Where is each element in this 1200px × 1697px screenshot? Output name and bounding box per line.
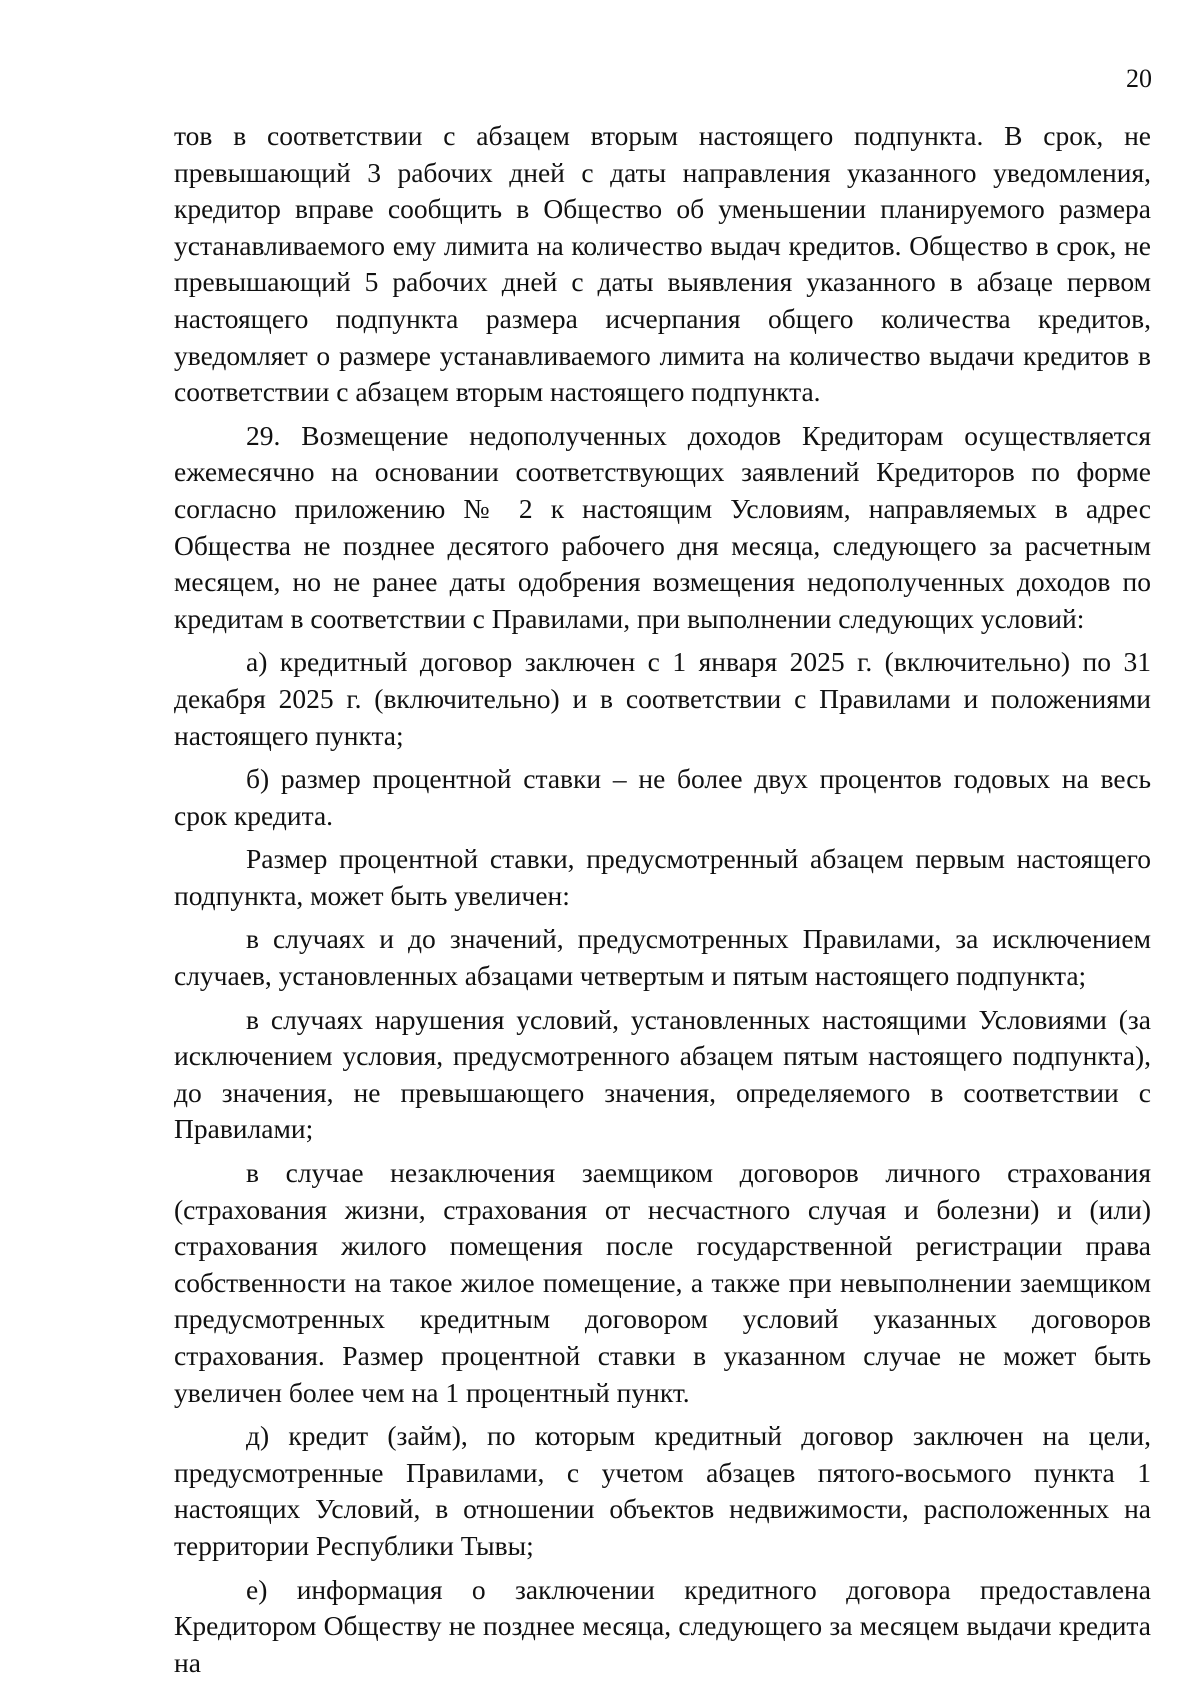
paragraph-case-insurance: в случае незаключения заемщиком договоров личного страхования (страхования жизни, страхования от несчастного случая и болезни) и (или) страхования жилого помещения после государственной регистрации права собственности на такое жилое помещение, а также при невыполнении заемщиком предусмотренных кредитным договором условий указанных договоров страхования. Размер процентной ставки в указанном случае не может быть увеличен более чем на 1 процентный пункт.: [174, 1157, 1151, 1408]
paragraph-case-rules: в случаях и до значений, предусмотренных Правилами, за исключением случаев, установленных абзацами четвертым и пятым настоящего подпункта;: [174, 923, 1151, 992]
paragraph-subitem-a: а) кредитный договор заключен с 1 января 2025 г. (включительно) по 31 декабря 2025 г. (включительно) и в соответствии с Правилами и положениями настоящего пункта;: [174, 646, 1151, 751]
document-body: [174, 118, 1151, 1681]
paragraph-item-29: 29. Возмещение недополученных доходов Кредиторам осуществляется ежемесячно на основании соответствующих заявлений Кредиторов по форме согласно приложению № 2 к настоящим Условиям, направляемых в адрес Общества не позднее десятого рабочего дня месяца, следующего за расчетным месяцем, но не ранее даты одобрения возмещения недополученных доходов по кредитам в соответствии с Правилами, при выполнении следующих условий:: [174, 419, 1151, 634]
paragraph-continuation: тов в соответствии с абзацем вторым настоящего подпункта. В срок, не превышающий 3 рабочих дней с даты направления указанного уведомления, кредитор вправе сообщить в Общество об уменьшении планируемого размера устанавливаемого ему лимита на количество выдач кредитов. Общество в срок, не превышающий 5 рабочих дней с даты выявления указанного в абзаце первом настоящего подпункта размера исчерпания общего количества кредитов, уведомляет о размере устанавливаемого лимита на количество выдачи кредитов в соответствии с абзацем вторым настоящего подпункта.: [174, 120, 1151, 408]
paragraph-subitem-e: е) информация о заключении кредитного договора предоставлена Кредитором Обществу не позднее месяца, следующего за месяцем выдачи кредита на: [174, 1573, 1151, 1678]
page-number: 20: [1126, 64, 1152, 93]
paragraph-subitem-b: б) размер процентной ставки – не более двух процентов годовых на весь срок кредита.: [174, 763, 1151, 831]
paragraph-subitem-d: д) кредит (займ), по которым кредитный договор заключен на цели, предусмотренные Правилами, с учетом абзацев пятого-восьмого пункта 1 настоящих Условий, в отношении объектов недвижимости, расположенных на территории Республики Тывы;: [174, 1420, 1151, 1561]
paragraph-rate-increase: Размер процентной ставки, предусмотренный абзацем первым настоящего подпункта, может быть увеличен:: [174, 843, 1151, 911]
paragraph-case-violation: в случаях нарушения условий, установленных настоящими Условиями (за исключением условия, предусмотренного абзацем пятым настоящего подпункта), до значения, не превышающего значения, определяемого в соответствии с Правилами;: [174, 1003, 1151, 1145]
